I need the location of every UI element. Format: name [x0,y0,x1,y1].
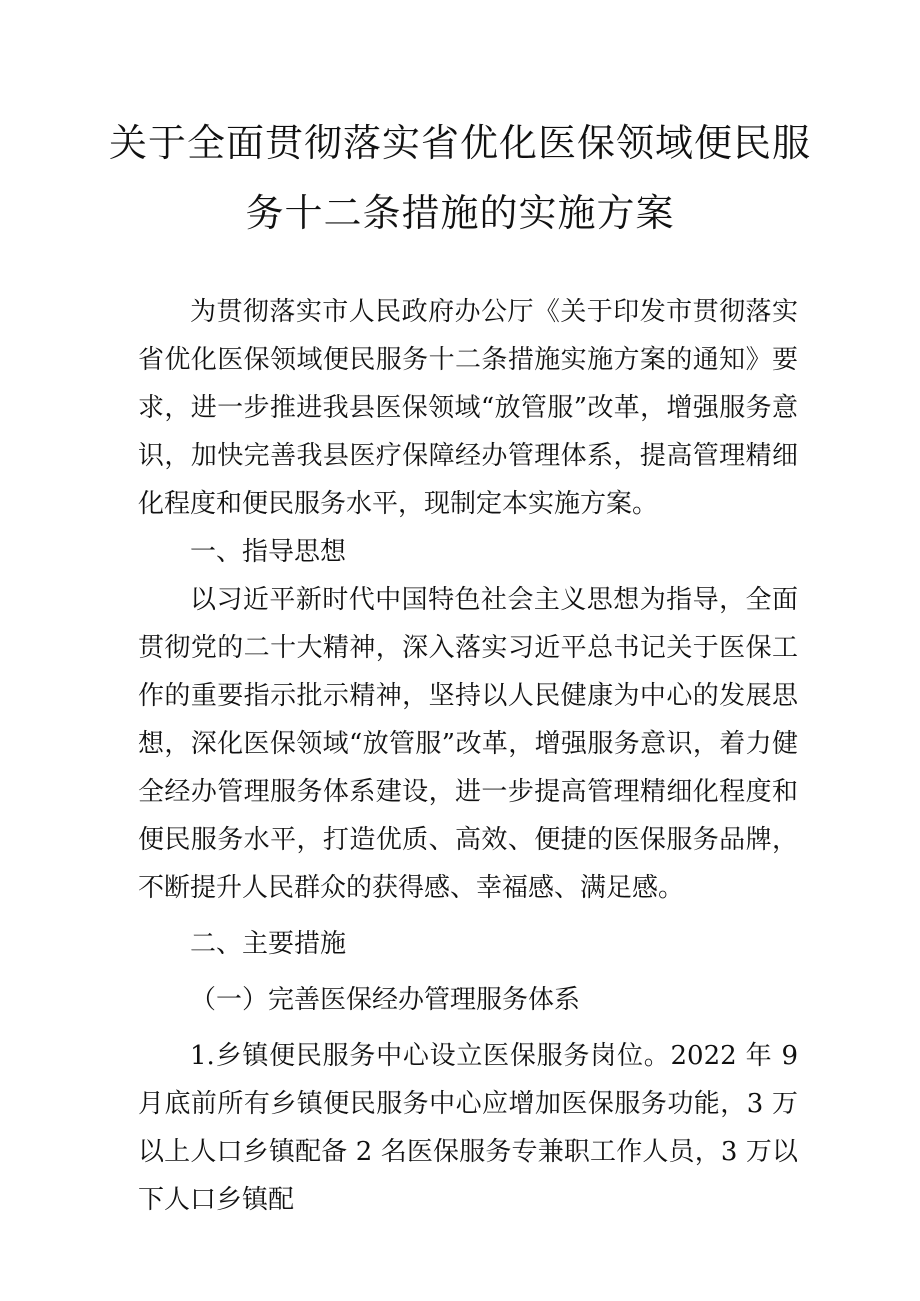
title-line-1: 关于全面贯彻落实省优化医保领域便民服 [108,121,811,165]
section-1-heading: 一、指导思想 [190,537,347,567]
subsection-1-heading: （一）完善医保经办管理服务体系 [190,985,581,1015]
document-title [0,108,920,248]
item-1-paragraph: 1.乡镇便民服务中心设立医保服务岗位。2022 年 9 月底前所有乡镇便民服务中心应增加医保服务功能，3 万以上人口乡镇配备 2 名医保服务专兼职工作人员，3 万以下人口乡镇配 [138,1041,798,1215]
section-2-heading: 二、主要措施 [190,929,347,959]
document-body [138,288,798,1224]
intro-paragraph: 为贯彻落实市人民政府办公厅《关于印发市贯彻落实省优化医保领域便民服务十二条措施实施方案的通知》要求，进一步推进我县医保领域“放管服”改革，增强服务意识，加快完善我县医疗保障经办管理体系，提高管理精细化程度和便民服务水平，现制定本实施方案。 [138,297,798,519]
title-line-2: 务十二条措施的实施方案 [245,191,675,235]
section-1-paragraph: 以习近平新时代中国特色社会主义思想为指导，全面贯彻党的二十大精神，深入落实习近平总书记关于医保工作的重要指示批示精神，坚持以人民健康为中心的发展思想，深化医保领域“放管服”改革，增强服务意识，着力健全经办管理服务体系建设，进一步提高管理精细化程度和便民服务水平，打造优质、高效、便捷的医保服务品牌，不断提升人民群众的获得感、幸福感、满足感。 [138,585,798,903]
